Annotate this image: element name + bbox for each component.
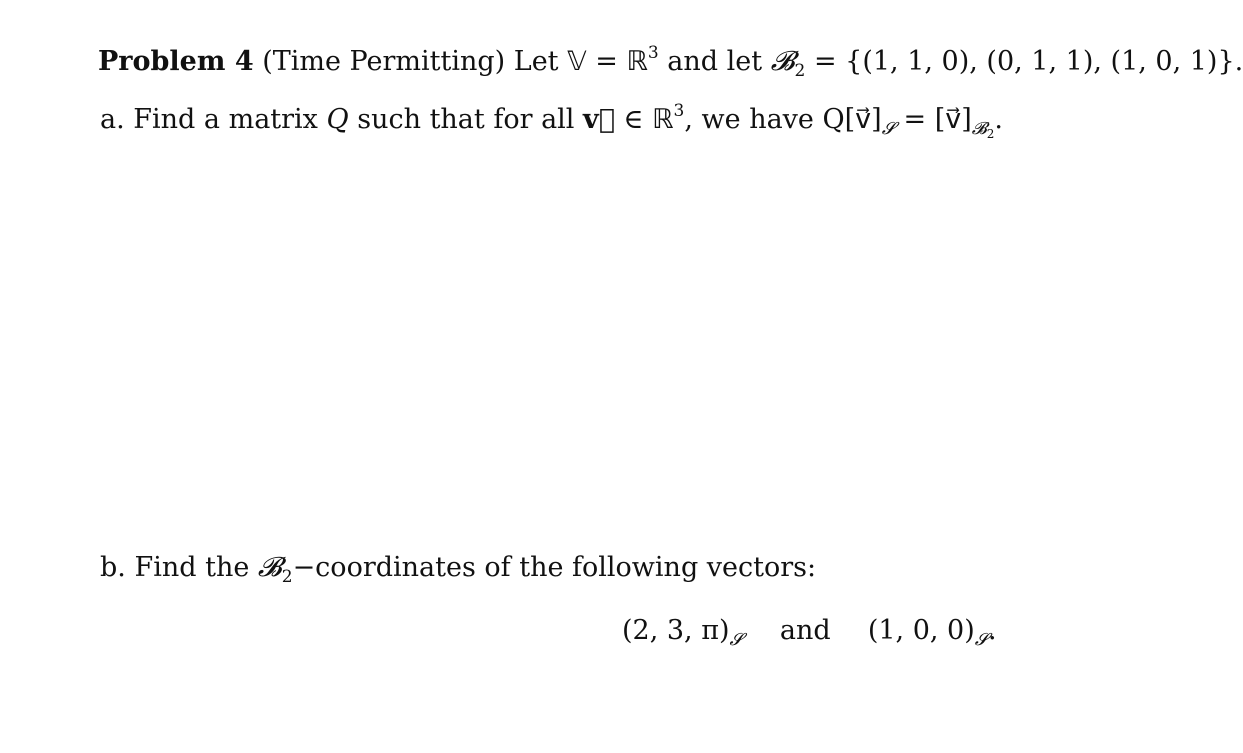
- let-text: Let: [513, 46, 559, 77]
- part-b-text-1: Find the: [134, 552, 250, 583]
- equals-sign-a: =: [903, 104, 927, 135]
- lhs-expression: Q[v⃗]: [822, 104, 882, 135]
- basis-index: 2: [794, 61, 806, 81]
- vectors-line: [622, 615, 997, 650]
- part-b: [100, 552, 817, 587]
- time-note: (Time Permitting): [262, 46, 506, 77]
- real-symbol-a: ℝ: [652, 104, 674, 135]
- problem-number: Problem 4: [98, 46, 254, 77]
- part-a-label: a.: [100, 104, 125, 135]
- part-a: [100, 101, 1003, 141]
- vector-1-subscript: 𝓢: [729, 630, 743, 650]
- vectors-end: .: [987, 615, 997, 646]
- rhs-subscript: [972, 119, 995, 139]
- basis-symbol-b: 𝓑: [257, 552, 282, 583]
- exponent-a: 3: [673, 101, 685, 121]
- part-b-label: b.: [100, 552, 126, 583]
- problem-statement: [98, 43, 1243, 81]
- and-text: and: [779, 615, 831, 646]
- equals-sign: =: [595, 46, 618, 77]
- basis-symbol: 𝓑: [770, 46, 795, 77]
- rhs-subscript-symbol: 𝓑: [971, 119, 987, 139]
- vector-symbol: v⃗: [583, 104, 615, 135]
- exponent: 3: [647, 43, 659, 63]
- vector-2: (1, 0, 0): [867, 615, 975, 646]
- part-a-text-1: Find a matrix: [133, 104, 318, 135]
- vector-1: (2, 3, π): [622, 615, 730, 646]
- rhs-expression: [v⃗]: [934, 104, 972, 135]
- real-symbol: ℝ: [626, 46, 648, 77]
- equals-sign-2: =: [813, 46, 837, 77]
- element-of: ∈: [623, 104, 644, 135]
- matrix-symbol: Q: [326, 104, 349, 135]
- space-symbol: 𝕍: [567, 46, 587, 77]
- part-a-text-2: such that for all: [357, 104, 575, 135]
- part-a-end: .: [994, 104, 1003, 135]
- and-let-text: and let: [667, 46, 763, 77]
- part-b-text-2: −coordinates of the following vectors:: [292, 552, 817, 583]
- rhs-subscript-index: 2: [986, 127, 995, 141]
- vector-2-subscript: 𝓢: [974, 630, 988, 650]
- lhs-subscript: 𝓢: [881, 119, 895, 139]
- basis-set: {(1, 1, 0), (0, 1, 1), (1, 0, 1)}.: [845, 46, 1243, 77]
- part-a-text-3: , we have: [684, 104, 814, 135]
- basis-index-b: 2: [281, 567, 293, 587]
